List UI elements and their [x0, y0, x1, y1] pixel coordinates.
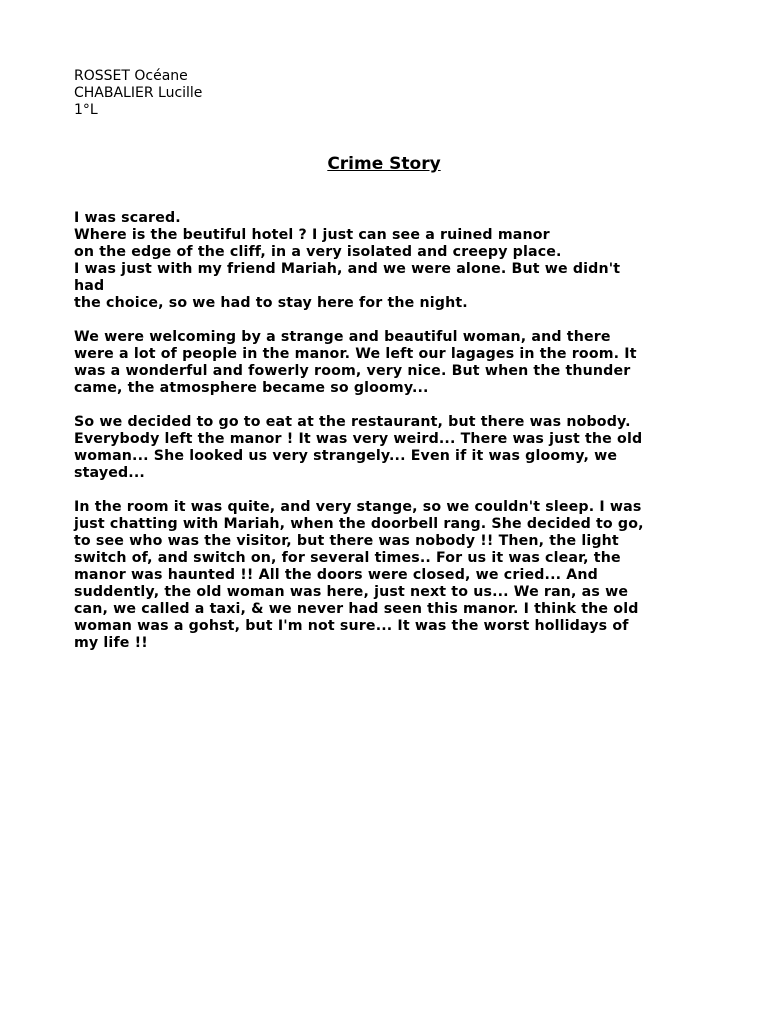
story-line: the choice, so we had to stay here for the night. — [74, 295, 468, 311]
story-paragraph — [74, 210, 698, 312]
story-line: can, we called a taxi, & we never had seen this manor. I think the old — [74, 601, 639, 617]
story-line: had — [74, 278, 105, 294]
author-name-2: CHABALIER Lucille — [74, 85, 203, 101]
author-name-1: ROSSET Océane — [74, 68, 188, 84]
story-line: I was just with my friend Mariah, and we were alone. But we didn't — [74, 261, 621, 277]
story-paragraph — [74, 329, 698, 397]
story-line: manor was haunted !! All the doors were closed, we cried... And — [74, 567, 598, 583]
story-line: my life !! — [74, 635, 148, 651]
story-line: suddently, the old woman was here, just next to us... We ran, as we — [74, 584, 629, 600]
story-body — [74, 210, 698, 652]
story-line: So we decided to go to eat at the restaurant, but there was nobody. — [74, 414, 631, 430]
story-paragraph — [74, 414, 698, 482]
story-line: switch of, and switch on, for several times.. For us it was clear, the — [74, 550, 621, 566]
story-line: came, the atmosphere became so gloomy... — [74, 380, 429, 396]
document-title: Crime Story — [327, 154, 441, 174]
story-line: In the room it was quite, and very stange, so we couldn't sleep. I was — [74, 499, 642, 515]
class-label: 1°L — [74, 102, 98, 118]
story-line: stayed... — [74, 465, 145, 481]
story-line: Everybody left the manor ! It was very weird... There was just the old — [74, 431, 643, 447]
story-line: were a lot of people in the manor. We left our lagages in the room. It — [74, 346, 637, 362]
story-line: on the edge of the cliff, in a very isolated and creepy place. — [74, 244, 562, 260]
author-block — [74, 68, 698, 119]
story-line: woman was a gohst, but I'm not sure... It was the worst hollidays of — [74, 618, 629, 634]
story-line: was a wonderful and fowerly room, very nice. But when the thunder — [74, 363, 631, 379]
story-paragraph — [74, 499, 698, 652]
story-line: to see who was the visitor, but there was nobody !! Then, the light — [74, 533, 619, 549]
story-line: We were welcoming by a strange and beautiful woman, and there — [74, 329, 611, 345]
story-line: Where is the beutiful hotel ? I just can see a ruined manor — [74, 227, 550, 243]
story-line: I was scared. — [74, 210, 181, 226]
story-line: woman... She looked us very strangely... Even if it was gloomy, we — [74, 448, 618, 464]
story-line: just chatting with Mariah, when the doorbell rang. She decided to go, — [74, 516, 644, 532]
